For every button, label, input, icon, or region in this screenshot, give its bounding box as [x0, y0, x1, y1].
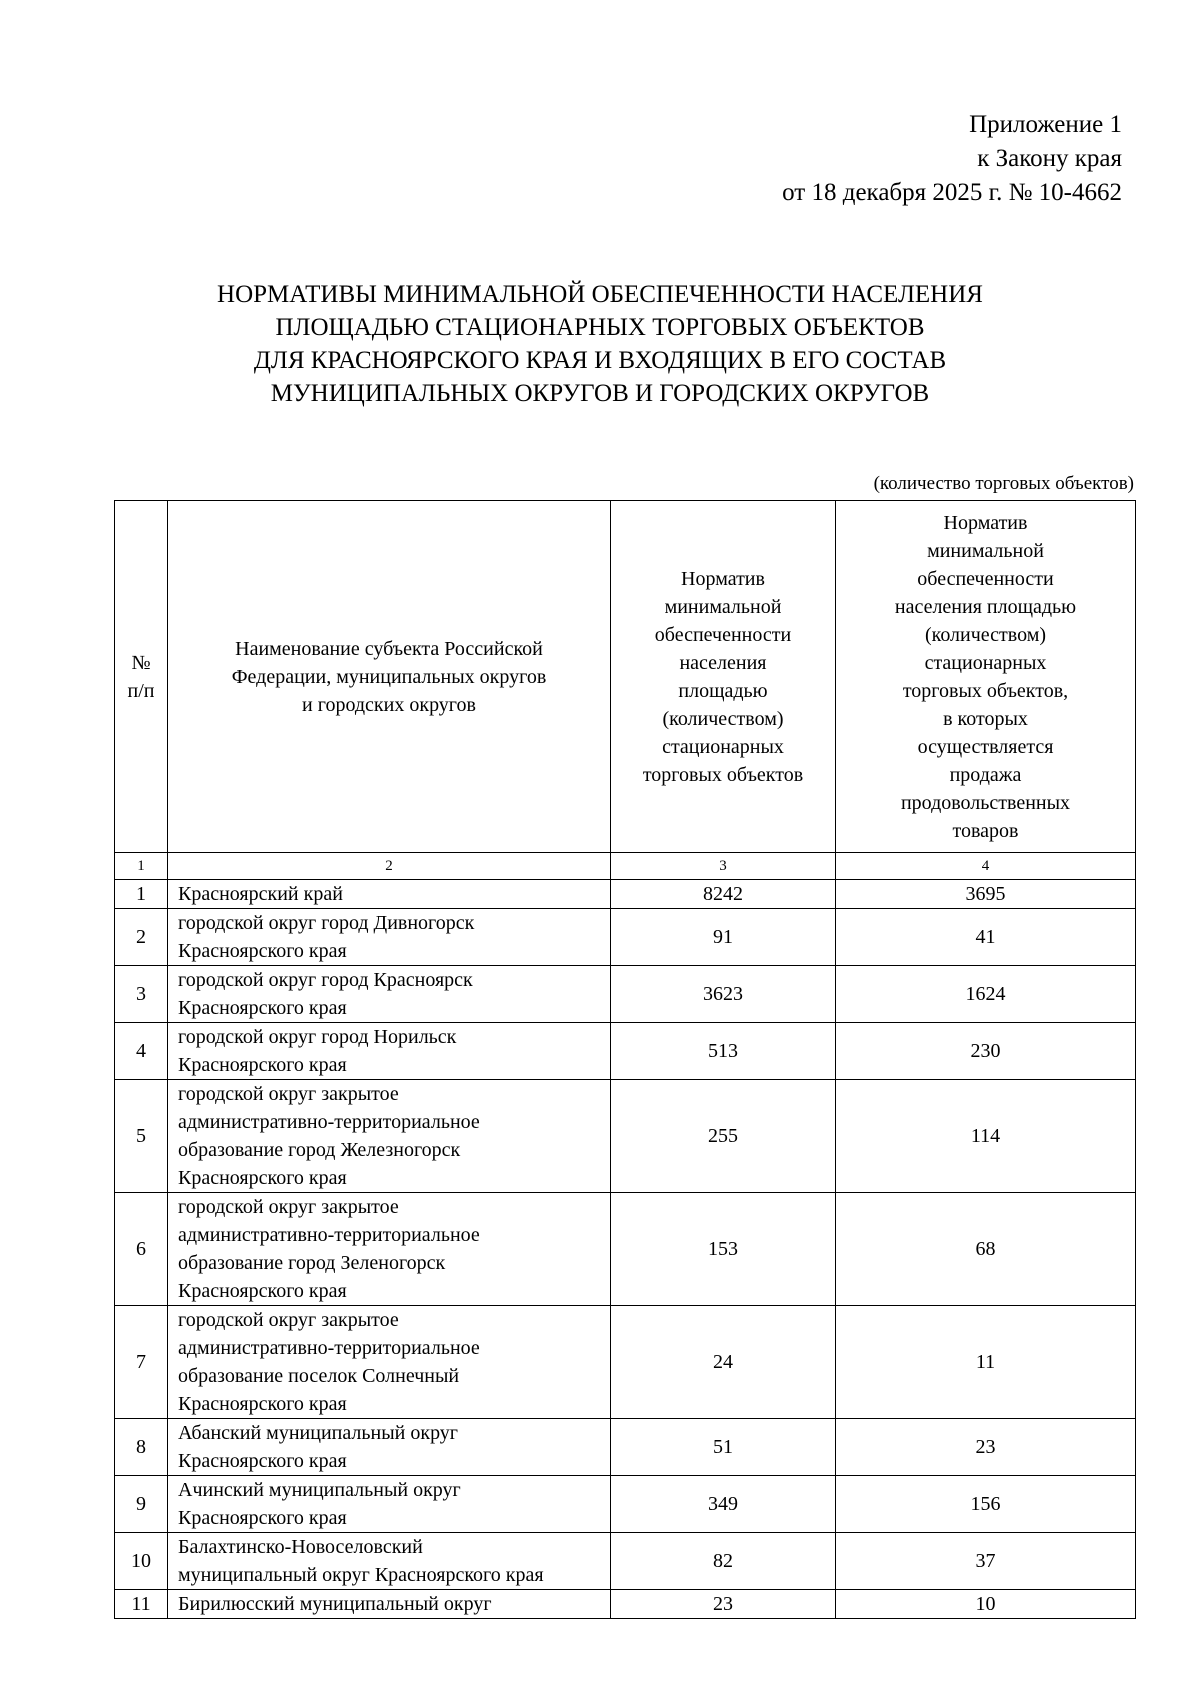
row-norm-food: 156: [836, 1476, 1136, 1533]
table-row: [115, 1590, 1136, 1619]
row-norm-food: 41: [836, 909, 1136, 966]
row-name: Красноярский край: [168, 880, 611, 909]
norms-table: [114, 500, 1136, 1619]
row-norm-food: 37: [836, 1533, 1136, 1590]
table-row: [115, 1023, 1136, 1080]
row-norm: 153: [611, 1193, 836, 1306]
column-number: 3: [611, 853, 836, 880]
header-norm-food: Норматив минимальной обеспеченности населения площадью (количеством) стационарных торговых объектов, в которых осуществляется продажа продовольственных товаров: [836, 501, 1136, 853]
row-number: 10: [115, 1533, 168, 1590]
row-norm: 82: [611, 1533, 836, 1590]
row-number: 7: [115, 1306, 168, 1419]
row-norm-food: 114: [836, 1080, 1136, 1193]
column-number: 4: [836, 853, 1136, 880]
header-name: Наименование субъекта Российской Федерации, муниципальных округов и городских округов: [168, 501, 611, 853]
table-row: [115, 1419, 1136, 1476]
row-name: городской округ закрытое административно-территориальное образование город Зеленогорск Красноярского края: [168, 1193, 611, 1306]
unit-note: (количество торговых объектов): [873, 473, 1134, 494]
row-norm-food: 1624: [836, 966, 1136, 1023]
row-number: 4: [115, 1023, 168, 1080]
header-num: № п/п: [115, 501, 168, 853]
row-number: 5: [115, 1080, 168, 1193]
row-number: 1: [115, 880, 168, 909]
row-norm-food: 230: [836, 1023, 1136, 1080]
row-norm: 51: [611, 1419, 836, 1476]
row-name: городской округ закрытое административно-территориальное образование город Железногорск Красноярского края: [168, 1080, 611, 1193]
row-number: 3: [115, 966, 168, 1023]
table-row: [115, 1306, 1136, 1419]
row-name: Абанский муниципальный округ Красноярского края: [168, 1419, 611, 1476]
row-norm: 349: [611, 1476, 836, 1533]
row-name: городской округ город Норильск Красноярского края: [168, 1023, 611, 1080]
row-name: Бирилюсский муниципальный округ: [168, 1590, 611, 1619]
header-norm: Норматив минимальной обеспеченности населения площадью (количеством) стационарных торговых объектов: [611, 501, 836, 853]
row-norm-food: 68: [836, 1193, 1136, 1306]
table-row: [115, 1476, 1136, 1533]
table-row: [115, 966, 1136, 1023]
table-row: [115, 1193, 1136, 1306]
table-row: [115, 880, 1136, 909]
row-norm: 23: [611, 1590, 836, 1619]
row-norm: 24: [611, 1306, 836, 1419]
document-title: НОРМАТИВЫ МИНИМАЛЬНОЙ ОБЕСПЕЧЕННОСТИ НАСЕЛЕНИЯ ПЛОЩАДЬЮ СТАЦИОНАРНЫХ ТОРГОВЫХ ОБЪЕКТОВ ДЛЯ КРАСНОЯРСКОГО КРАЯ И ВХОДЯЩИХ В ЕГО СОСТАВ МУНИЦИПАЛЬНЫХ ОКРУГОВ И ГОРОДСКИХ ОКРУГОВ: [217, 281, 983, 407]
row-name: городской округ город Красноярск Красноярского края: [168, 966, 611, 1023]
column-number: 2: [168, 853, 611, 880]
row-name: Балахтинско-Новоселовский муниципальный округ Красноярского края: [168, 1533, 611, 1590]
row-norm: 255: [611, 1080, 836, 1193]
row-number: 9: [115, 1476, 168, 1533]
table-row: [115, 1080, 1136, 1193]
row-norm: 91: [611, 909, 836, 966]
table-row: [115, 1533, 1136, 1590]
appendix-line-1: Приложение 1: [969, 111, 1122, 138]
row-norm: 8242: [611, 880, 836, 909]
column-number-row: [115, 853, 1136, 880]
row-norm: 513: [611, 1023, 836, 1080]
appendix-line-2: к Закону края: [977, 145, 1122, 172]
table-header-row: [115, 501, 1136, 853]
row-norm-food: 23: [836, 1419, 1136, 1476]
row-name: городской округ закрытое административно-территориальное образование поселок Солнечный Красноярского края: [168, 1306, 611, 1419]
row-number: 2: [115, 909, 168, 966]
column-number: 1: [115, 853, 168, 880]
appendix-block: [522, 108, 1122, 210]
row-number: 6: [115, 1193, 168, 1306]
row-norm-food: 3695: [836, 880, 1136, 909]
row-name: городской округ город Дивногорск Красноярского края: [168, 909, 611, 966]
row-name: Ачинский муниципальный округ Красноярского края: [168, 1476, 611, 1533]
row-norm: 3623: [611, 966, 836, 1023]
row-number: 8: [115, 1419, 168, 1476]
row-norm-food: 10: [836, 1590, 1136, 1619]
table-row: [115, 909, 1136, 966]
appendix-line-3: от 18 декабря 2025 г. № 10-4662: [782, 179, 1122, 206]
row-number: 11: [115, 1590, 168, 1619]
row-norm-food: 11: [836, 1306, 1136, 1419]
